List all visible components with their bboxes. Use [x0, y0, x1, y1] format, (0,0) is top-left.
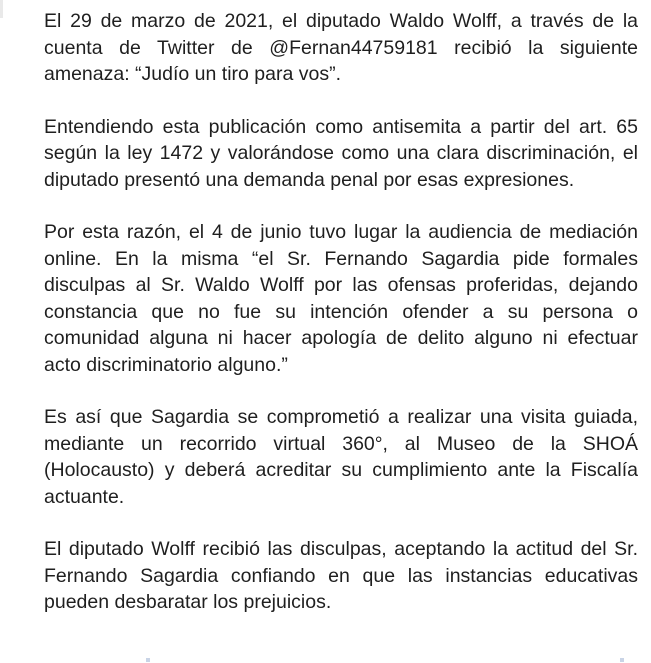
paragraph-mediation: Por esta razón, el 4 de junio tuvo lugar la audiencia de mediación online. En la misma “el Sr. Fernando Sagardia pide formales disculpas al Sr. Waldo Wolff por las ofensas proferidas, dejando constancia que no fue su intención ofender a su persona o comunidad alguna ni hacer apología de delito alguno ni efectuar acto discriminatorio alguno.” [44, 221, 638, 376]
paragraph-museum-visit: Es así que Sagardia se comprometió a realizar una visita guiada, mediante un recorrido virtual 360°, al Museo de la SHOÁ (Holocausto) y deberá acreditar su cumplimiento ante la Fiscalía actuante. [44, 406, 638, 508]
scan-artifact-dot [620, 658, 624, 662]
document-body [44, 8, 638, 616]
paragraph-threat: El 29 de marzo de 2021, el diputado Waldo Wolff, a través de la cuenta de Twitter de @Fernan44759181 recibió la siguiente amenaza: “Judío un tiro para vos”. [44, 10, 638, 85]
paragraph-complaint: Entendiendo esta publicación como antisemita a partir del art. 65 según la ley 1472 y valorándose como una clara discriminación, el diputado presentó una demanda penal por esas expresiones. [44, 115, 638, 191]
scan-artifact-dot [146, 658, 150, 662]
scan-edge-mark [0, 0, 3, 18]
paragraph-apology-accepted: El diputado Wolff recibió las disculpas, aceptando la actitud del Sr. Fernando Sagardia confiando en que las instancias educativas pueden desbaratar los prejuicios. [44, 538, 638, 613]
